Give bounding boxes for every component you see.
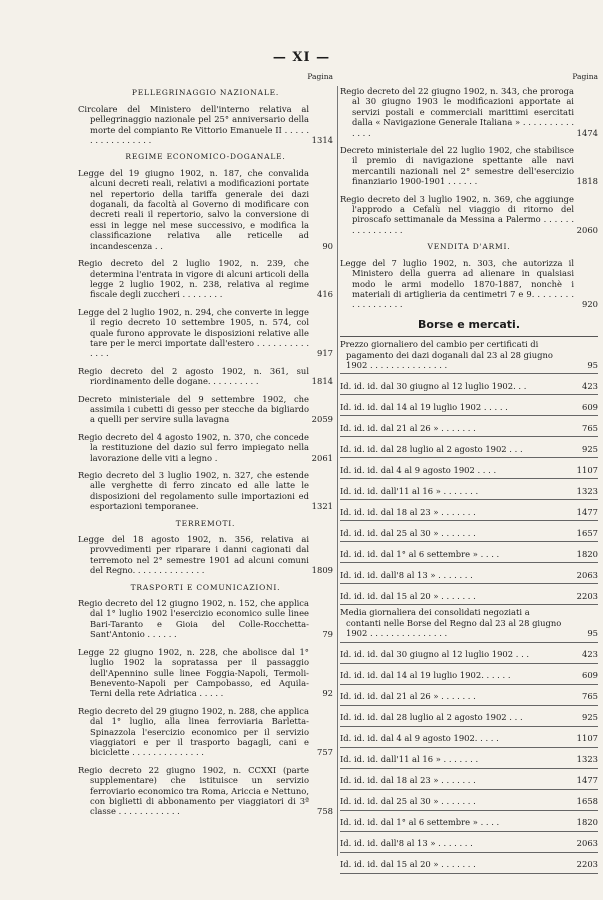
table-row (340, 790, 598, 811)
entry-page: 758 (317, 806, 333, 817)
entry-page: 920 (582, 299, 598, 310)
row-page: 925 (582, 443, 598, 454)
entry-page: 2061 (311, 452, 333, 463)
row-page: 925 (582, 712, 598, 723)
table-row (340, 500, 598, 521)
section-trasporti (78, 583, 333, 817)
table-row (340, 748, 598, 769)
table-row (340, 521, 598, 542)
row-page: 609 (582, 670, 598, 681)
table-row (340, 643, 598, 664)
section-title: REGIME ECONOMICO-DOGANALE. (125, 152, 286, 162)
row-text: Prezzo giornaliero del cambio per certificati di pagamento dei dazi doganali dal 23 al 28 giugno 1902 . . . . . . . . . . . . . . . (340, 339, 553, 370)
entry-page: 92 (322, 688, 333, 699)
index-entry (340, 258, 598, 310)
index-entry (78, 706, 333, 758)
index-entry (78, 470, 333, 512)
entry-page: 79 (322, 629, 333, 640)
table-row (340, 664, 598, 685)
entry-page: 1814 (311, 376, 333, 387)
row-text: Id. id. id. dal 18 al 23 » . . . . . . . (340, 506, 476, 517)
entry-text: Decreto ministeriale del 22 luglio 1902, che stabilisce il premio di navigazione spettante alle navi mercantili nazionali nel 2° semestre dell'esercizio finanziario 1900-1901 . . . . . . (340, 145, 574, 187)
entry-text: Regio decreto del 4 agosto 1902, n. 370, che concede la restituzione del dazio sul ferro impiegato nella lavorazione delle viti a legno . (78, 431, 309, 463)
entry-page: 416 (317, 289, 333, 300)
row-page: 1107 (576, 464, 598, 475)
row-text: Id. id. id. dal 4 al 9 agosto 1902. . . . . (340, 733, 499, 744)
table-row (340, 832, 598, 853)
row-page: 609 (582, 401, 598, 412)
table-row (340, 853, 598, 874)
entry-page: 1321 (311, 501, 333, 512)
index-entry (78, 598, 333, 640)
table-row (340, 563, 598, 584)
row-page: 95 (587, 628, 598, 639)
row-page: 1107 (576, 733, 598, 744)
row-page: 2063 (576, 569, 598, 580)
entry-page: 1474 (576, 127, 598, 138)
index-entry (78, 258, 333, 300)
entry-page: 757 (317, 747, 333, 758)
entry-text: Regio decreto del 12 giugno 1902, n. 152, che applica dal 1° luglio 1902 l'esercizio economico sulle linee Bari-Taranto e Gioia del Colle-Rocchetta-Sant'Antonio . . . . . . (78, 598, 309, 640)
section-title: TERREMOTI. (175, 518, 236, 528)
row-page: 765 (582, 422, 598, 433)
entry-text: Regio decreto del 2 agosto 1902, n. 361, sul riordinamento delle dogane. . . . . . . . . . (78, 365, 309, 387)
row-text: Id. id. id. dal 30 giugno al 12 luglio 1902 . . . (340, 649, 530, 660)
row-text: Id. id. id. dal 14 al 19 luglio 1902 . . . . . (340, 401, 508, 412)
entry-page: 90 (322, 240, 333, 251)
index-entry (78, 647, 333, 699)
row-text: Id. id. id. dal 15 al 20 » . . . . . . . (340, 590, 476, 601)
entry-text: Regio decreto del 2 luglio 1902, n. 239, che determina l'entrata in vigore di alcuni articoli della legge 2 luglio 1902, n. 238, relativa al regime fiscale degli zuccheri . . . . . . . . (78, 258, 309, 300)
row-page: 2203 (576, 590, 598, 601)
row-page: 1820 (576, 817, 598, 828)
table-row (340, 479, 598, 500)
row-page: 1820 (576, 548, 598, 559)
entry-text: Legge 22 giugno 1902, n. 228, che abolisce dal 1° luglio 1902 la sopratassa per il passaggio dell'Apennino sulle linee Foggia-Napoli, Termoli-Benevento-Napoli per Campobasso, ed Aquila-Terni della rete Adriatica . . . . . (78, 646, 309, 699)
table-row (340, 337, 598, 374)
left-column (78, 72, 333, 824)
index-entry (78, 765, 333, 817)
table-row (340, 542, 598, 563)
index-entry (78, 307, 333, 359)
index-entry (78, 366, 333, 387)
row-text: Id. id. id. dal 18 al 23 » . . . . . . . (340, 775, 476, 786)
table-row (340, 395, 598, 416)
entry-page: 917 (317, 348, 333, 359)
entry-page: 2059 (311, 414, 333, 425)
row-page: 423 (582, 380, 598, 391)
entry-text: Regio decreto 22 giugno 1902, n. CCXXI (parte supplementare) che istituisce un servizio ferroviario economico tra Roma, Ariccia e Nettuno, con biglietti di abbonamento per viaggiatori di 3ª classe . . . . . . . . . . . . (78, 764, 309, 817)
table-row (340, 727, 598, 748)
row-text: Id. id. id. dal 1° al 6 settembre » . . . . (340, 817, 500, 828)
table-row (340, 374, 598, 395)
index-entry (340, 145, 598, 187)
right-column (340, 72, 598, 874)
row-text: Id. id. id. dal 21 al 26 » . . . . . . . (340, 422, 476, 433)
section-terremoti (78, 519, 333, 576)
section-pellegrinaggio (78, 88, 333, 145)
index-entry (78, 168, 333, 251)
index-entry (340, 86, 598, 138)
row-text: Id. id. id. dall'8 al 13 » . . . . . . . (340, 838, 473, 849)
column-divider (337, 86, 338, 856)
entry-text: Decreto ministeriale del 9 settembre 1902, che assimila i cubetti di gesso per stecche da bigliardo a quelli per servire sulla lavagna (78, 393, 309, 425)
section-title: TRASPORTI E COMUNICAZIONI. (130, 582, 281, 592)
entry-page: 1818 (576, 176, 598, 187)
row-text: Id. id. id. dal 28 luglio al 2 agosto 1902 . . . (340, 712, 523, 723)
entry-page: 1314 (311, 135, 333, 146)
section-title: PELLEGRINAGGIO NAZIONALE. (131, 88, 280, 98)
index-entry (78, 104, 333, 146)
table-row (340, 706, 598, 727)
row-text: Id. id. id. dal 21 al 26 » . . . . . . . (340, 691, 476, 702)
row-text: Id. id. id. dal 28 luglio al 2 agosto 1902 . . . (340, 443, 523, 454)
consolidati-table (340, 605, 598, 873)
row-text: Id. id. id. dal 25 al 30 » . . . . . . . (340, 796, 476, 807)
entry-page: 2060 (576, 224, 598, 235)
index-entry (78, 394, 333, 425)
row-page: 95 (587, 359, 598, 370)
row-page: 1477 (576, 775, 598, 786)
table-row (340, 811, 598, 832)
row-text: Id. id. id. dal 30 giugno al 12 luglio 1902. . . (340, 380, 527, 391)
table-row (340, 584, 598, 605)
entry-text: Circolare del Ministero dell'interno relativa al pellegrinaggio nazionale pel 25° anniversario della morte del compianto Re Vittorio Emanuele II . . . . . . . . . . . . . . . . . (78, 103, 309, 146)
row-text: Id. id. id. dal 25 al 30 » . . . . . . . (340, 527, 476, 538)
row-page: 2203 (576, 859, 598, 870)
table-row (340, 685, 598, 706)
cambio-table (340, 337, 598, 605)
row-page: 1658 (576, 796, 598, 807)
table-row (340, 437, 598, 458)
row-text: Id. id. id. dal 1° al 6 settembre » . . . . (340, 548, 500, 559)
table-row (340, 416, 598, 437)
entry-text: Legge del 19 giugno 1902, n. 187, che convalida alcuni decreti reali, relativi a modificazioni portate nel repertorio della tariffa generale dei dazi doganali, da facoltà al Governo di modificare con decreti reali il repertorio, salvo la conversione di essi in legge nel mese successivo, e modifica la classificazione relativa alle reticelle ad incandescenza . . (78, 167, 309, 251)
row-page: 2063 (576, 838, 598, 849)
entry-text: Regio decreto del 29 giugno 1902, n. 288, che applica dal 1° luglio, alla linea ferroviaria Barletta-Spinazzola l'esercizio economico per il servizio viaggiatori e per il trasporto bagagli, cani e biciclette . . . . . . . . . . . . . . (78, 705, 309, 758)
row-page: 1323 (576, 754, 598, 765)
row-text: Media giornaliera dei consolidati negoziati a contanti nelle Borse del Regno dal 23 al 28 giugno 1902 . . . . . . . . . . . . . . . (340, 607, 562, 639)
index-entry (340, 194, 598, 236)
entry-text: Regio decreto del 3 luglio 1902, n. 327, che estende alle verghette di ferro zincato ed alle latte le disposizioni del regolamento sulle importazioni ed esportazioni temporanee. (78, 470, 309, 512)
entry-text: Regio decreto del 3 luglio 1902, n. 369, che aggiunge l'approdo a Cefalù nel viaggio di ritorno del piroscafo settimanale da Messina a Palermo . . . . . . . . . . . . . . . . (340, 193, 574, 235)
table-row (340, 605, 598, 642)
entry-text: Legge del 7 luglio 1902, n. 303, che autorizza il Ministero della guerra ad alienare in qualsiasi modo le armi modello 1870-1887, nonchè i materiali di artiglieria da centimetri 7 e 9. . . . . . . . . . . . . . . . . . (340, 257, 574, 310)
row-page: 765 (582, 691, 598, 702)
page-number: — XI — (272, 50, 331, 65)
row-text: Id. id. id. dall'11 al 16 » . . . . . . . (340, 485, 479, 496)
row-text: Id. id. id. dal 15 al 20 » . . . . . . . (340, 859, 476, 870)
row-text: Id. id. id. dal 14 al 19 luglio 1902. . . . . . (340, 670, 511, 681)
section-title-borse-mercati: Borse e mercati. (418, 317, 520, 331)
row-text: Id. id. id. dall'11 al 16 » . . . . . . . (340, 754, 479, 765)
pagina-label: Pagina (572, 72, 598, 81)
entry-text: Legge del 2 luglio 1902, n. 294, che converte in legge il regio decreto 10 settembre 1905, n. 574, col quale furono approvate le disposizioni relative alle tare per le merci importate dall'estero . . . . . . . . . . . . . . (78, 306, 309, 359)
index-entry (78, 534, 333, 576)
row-text: Id. id. id. dal 4 al 9 agosto 1902 . . . . (340, 464, 497, 475)
entry-text: Legge del 18 agosto 1902, n. 356, relativa ai provvedimenti per riparare i danni cagionati dal terremoto nel 2° semestre 1901 ad alcuni comuni del Regno. . . . . . . . . . . . . . (78, 534, 309, 576)
row-text: Id. id. id. dall'8 al 13 » . . . . . . . (340, 569, 473, 580)
table-row (340, 458, 598, 479)
row-page: 423 (582, 649, 598, 660)
section-title-vendita-armi: VENDITA D'ARMI. (427, 242, 511, 252)
index-entry (78, 432, 333, 463)
row-page: 1323 (576, 485, 598, 496)
row-page: 1477 (576, 506, 598, 517)
entry-text: Regio decreto del 22 giugno 1902, n. 343, che proroga al 30 giugno 1903 le modificazioni apportate ai servizi postali e commerciali marittimi esercitati dalla « Navigazione Generale Italiana » . . . . . . . . . . . . . . (340, 86, 574, 138)
table-row (340, 769, 598, 790)
pagina-label: Pagina (307, 72, 333, 81)
entry-page: 1809 (311, 565, 333, 576)
row-page: 1657 (576, 527, 598, 538)
section-regime-economico (78, 152, 333, 511)
